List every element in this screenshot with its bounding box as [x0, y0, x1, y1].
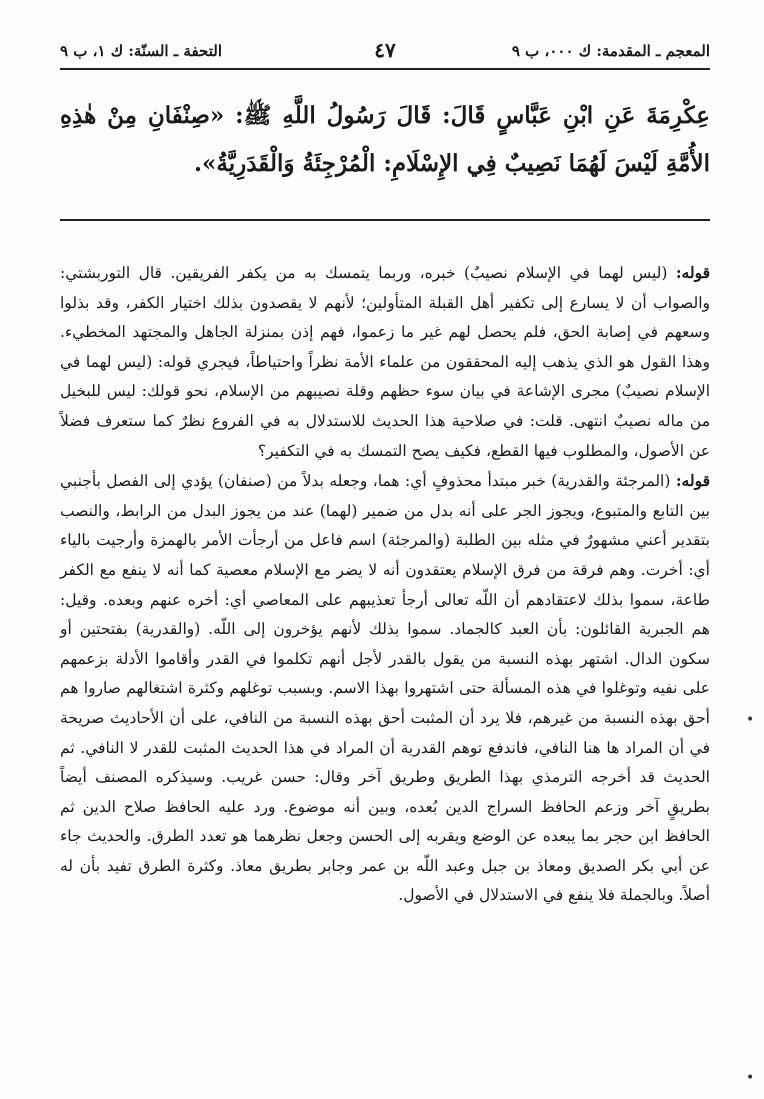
header-divider	[60, 68, 710, 70]
commentary-paragraph	[60, 258, 710, 466]
commentary-paragraph	[60, 466, 710, 911]
section-divider	[60, 219, 710, 221]
margin-dot: •	[746, 1070, 755, 1086]
header-right-reference: المعجم ـ المقدمة: ك ٠٠٠، ب ٩	[511, 42, 710, 60]
paragraph-keyword: قوله:	[675, 263, 710, 282]
paragraph-text: (ليس لهما في الإسلام نصيبٌ) خبره، وربما يتمسك به من يكفر الفريقين. قال التوربشتي: والصواب أن لا يسارع إلى تكفير أهل القبلة المتأولين؛ لأنهم لا يقصدون بذلك اختيار الكفر، وقد بذلوا وسعهم في إصابة الحق، فلم يحصل لهم غير ما زعموا، فهم إذن بمنزلة الجاهل والمجتهد المخطيء. وهذا القول هو الذي يذهب إليه المحققون من علماء الأمة نظراً واحتياطاً، فيجري قوله: (ليس لهما في الإسلام نصيبٌ) مجرى الإشاعة في بيان سوء حظهم وقلة نصيبهم من الإسلام، نحو قولك: ليس للبخيل من ماله نصيبٌ انتهى. قلت: في صلاحية هذا الحديث للاستدلال به في الفروع نظرٌ كما ستعرف فضلاً عن الأصول، والمطلوب فيها القطع، فكيف يصح التمسك به في التكفير؟	[60, 264, 710, 460]
paragraph-keyword: قوله:	[675, 471, 710, 491]
commentary	[60, 258, 710, 911]
margin-dot: •	[746, 712, 755, 728]
paragraph-text: (المرجئة والقدرية) خبر مبتدأ محذوفٍ أي: هما، وجعله بدلاً من (صنفان) يؤدي إلى الفصل بأجنبي بين التابع والمتبوع، ويجوز الجر على أنه بدل من ضمير (لهما) عند من يجوز البدل من الرابط، والنصب بتقدير أعني مشهورٌ في مثله بين الطلبة (والمرجئة) اسم فاعل من أرجأت الأمر بالهمزة وأرجيت بالياء أي: أخرت. وهم فرقة من فرق الإسلام يعتقدون أنه لا يضر مع الإسلام معصية كما أنه لا ينفع مع الكفر طاعة، سموا بذلك لاعتقادهم أن اللّه تعالى أرجأ تعذيبهم على المعاصي أي: أخره عنهم وبعده. وقيل: هم الجبرية القائلون: بأن العبد كالجماد. سموا بذلك لأنهم يؤخرون إلى اللّه. (والقدرية) بفتحتين أو سكون الدال. اشتهر بهذه النسبة من يقول بالقدر لأجل أنهم تكلموا في القدر وأقاموا الأدلة بزعمهم على نفيه وتوغلوا في هذه المسألة حتى اشتهروا بهذا الاسم. وبسبب توغلهم وكثرة اشتغالهم صاروا هم أحق بهذه النسبة من غيرهم، فلا يرد أن المثبت أحق بهذه النسبة من النافي، على أن الأحاديث صريحة في أن المراد ها هنا النافي، فاندفع توهم القدرية أن المراد في هذا الحديث المثبت للقدر لا النافي. ثم الحديث قد أخرجه الترمذي بهذا الطريق وطريق آخر وقال: حسن غريب. وسيذكره المصنف أيضاً بطريقٍ آخر وزعم الحافظ السراج الدين بُعده، وبين أنه موضوع. ورد عليه الحافظ صلاح الدين ثم الحافظ ابن حجر بما يبعده عن الوضع ويقربه إلى الحسن وجعل نظرهما هو تعدد الطرق. والحديث جاء عن أبي بكر الصديق ومعاذ بن جبل وعبد اللّه بن عمر وجابر بطريق معاذ. وكثرة الطرق تفيد بأن له أصلاً. وبالجملة فلا ينفع في الاستدلال في الأصول.	[60, 472, 710, 905]
running-header	[60, 38, 710, 68]
page-number: ٤٧	[374, 38, 396, 62]
hadith-text: عِكْرِمَةَ عَنِ ابْنِ عَبَّاسٍ قَالَ: قَالَ رَسُولُ اللَّهِ ﷺ: «صِنْفَانِ مِنْ هٰذِهِ الأُمَّةِ لَيْسَ لَهُمَا نَصِيبٌ فِي الإِسْلَامِ: الْمُرْجِئَةُ وَالْقَدَرِيَّةُ».	[60, 102, 710, 177]
header-left-reference: التحفة ـ السنّة: ك ١، ب ٩	[60, 42, 222, 60]
